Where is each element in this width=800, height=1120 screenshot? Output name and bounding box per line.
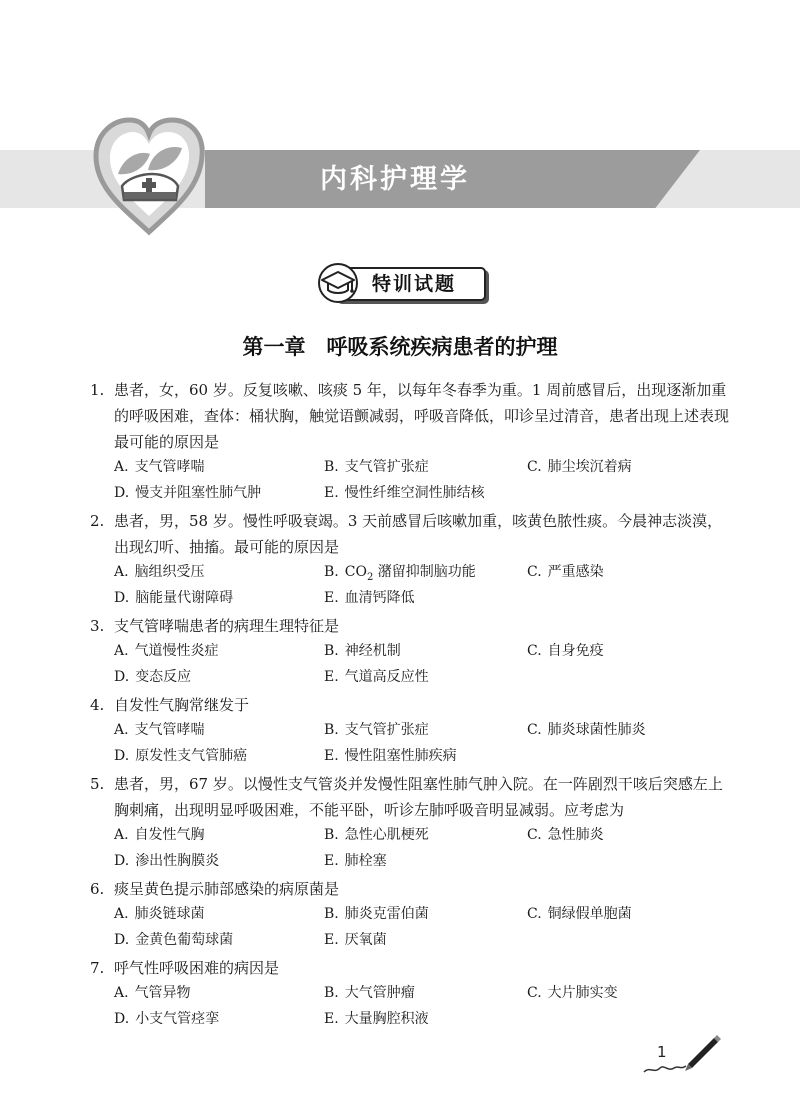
question-number: 5.	[90, 775, 105, 793]
option-row	[90, 481, 730, 507]
question-text: 支气管哮喘患者的病理生理特征是	[114, 617, 340, 635]
option-letter: A.	[114, 906, 129, 922]
question-stem	[90, 613, 730, 639]
option-letter: C.	[527, 459, 542, 475]
option-text: 金黄色葡萄球菌	[135, 931, 234, 948]
option-text: 急性肺炎	[547, 827, 604, 843]
option-text: 肺炎球菌性肺炎	[547, 722, 646, 738]
option-letter: C.	[527, 906, 542, 922]
book-title: 内科护理学	[320, 164, 470, 195]
graduation-cap-icon	[316, 262, 364, 304]
option-letter: B.	[324, 564, 339, 580]
option-text: 铜绿假单胞菌	[547, 906, 632, 922]
option-row	[90, 455, 730, 481]
option-letter: E.	[324, 1010, 339, 1027]
question-list	[90, 377, 730, 1034]
option-text: 急性心肌梗死	[344, 827, 429, 843]
option-letter: E.	[324, 931, 339, 948]
option-letter: D.	[114, 1010, 130, 1027]
question-stem	[90, 692, 730, 718]
question-stem	[90, 377, 730, 455]
option-text: 变态反应	[135, 668, 192, 685]
option-letter: D.	[114, 668, 130, 685]
option-letter: C.	[527, 643, 542, 659]
question-number: 4.	[90, 696, 105, 714]
answer-option	[114, 639, 324, 665]
option-row	[90, 823, 730, 849]
option-text: 肺炎克雷伯菌	[344, 906, 429, 922]
answer-option	[114, 981, 324, 1007]
answer-option	[324, 481, 527, 507]
answer-option	[527, 823, 604, 849]
option-text: 血清钙降低	[344, 589, 415, 606]
answer-option	[324, 718, 527, 744]
answer-option	[324, 928, 527, 954]
question-number: 3.	[90, 617, 105, 635]
section-badge-label: 特训试题	[372, 273, 457, 295]
option-text: 肺栓塞	[344, 852, 387, 869]
answer-option	[527, 560, 604, 586]
option-text: 原发性支气管肺癌	[135, 747, 248, 764]
option-letter: D.	[114, 484, 130, 501]
answer-option	[324, 586, 527, 612]
option-text: 气道高反应性	[344, 668, 429, 685]
option-text: 肺炎链球菌	[134, 906, 205, 922]
option-text: 大量胸腔积液	[344, 1010, 429, 1027]
answer-option	[114, 902, 324, 928]
question-stem	[90, 955, 730, 981]
answer-option	[527, 718, 646, 744]
option-text: 厌氧菌	[344, 931, 387, 948]
option-letter: A.	[114, 564, 129, 580]
answer-option	[324, 823, 527, 849]
option-row	[90, 849, 730, 875]
option-letter: A.	[114, 827, 129, 843]
option-letter: A.	[114, 722, 129, 738]
option-text: 肺尘埃沉着病	[547, 459, 632, 475]
option-text: 大气管肿瘤	[344, 985, 415, 1001]
option-row	[90, 1007, 730, 1033]
answer-option	[527, 981, 618, 1007]
option-letter: C.	[527, 827, 542, 843]
option-letter: D.	[114, 589, 130, 606]
answer-option	[527, 639, 604, 665]
answer-option	[324, 560, 527, 586]
option-text: 脑能量代谢障碍	[135, 589, 234, 606]
question-item	[90, 876, 730, 953]
option-row	[90, 744, 730, 770]
question-stem	[90, 876, 730, 902]
answer-option	[114, 586, 324, 612]
option-text: 气管异物	[134, 985, 191, 1001]
option-row	[90, 560, 730, 586]
option-text: 慢性纤维空洞性肺结核	[344, 484, 485, 501]
option-letter: B.	[324, 827, 339, 843]
answer-option	[114, 823, 324, 849]
option-text: 支气管扩张症	[344, 722, 429, 738]
option-text: 支气管哮喘	[134, 722, 205, 738]
option-text: 严重感染	[547, 564, 604, 580]
option-text: 自发性气胸	[134, 827, 205, 843]
option-text: 慢性阻塞性肺疾病	[344, 747, 457, 764]
option-text: 慢支并阻塞性肺气肿	[135, 484, 262, 501]
option-letter: B.	[324, 985, 339, 1001]
question-text: 患者，男，67 岁。以慢性支气管炎并发慢性阻塞性肺气肿入院。在一阵剧烈干咳后突感左上胸刺痛，出现明显呼吸困难，不能平卧，听诊左肺呼吸音明显减弱。应考虑为	[114, 775, 723, 819]
question-number: 7.	[90, 959, 105, 977]
option-row	[90, 981, 730, 1007]
answer-option	[114, 481, 324, 507]
option-row	[90, 902, 730, 928]
question-text: 呼气性呼吸困难的病因是	[114, 959, 280, 977]
option-text: CO	[344, 564, 367, 580]
option-text-rest: 潴留抑制脑功能	[373, 564, 476, 580]
page-number: 1	[657, 1043, 667, 1061]
question-item	[90, 613, 730, 690]
option-letter: C.	[527, 985, 542, 1001]
answer-option	[324, 744, 527, 770]
section-badge	[316, 262, 486, 304]
question-stem	[90, 771, 730, 823]
option-letter: E.	[324, 747, 339, 764]
option-letter: B.	[324, 722, 339, 738]
question-number: 2.	[90, 512, 105, 530]
answer-option	[324, 981, 527, 1007]
option-text: 支气管哮喘	[134, 459, 205, 475]
answer-option	[324, 455, 527, 481]
answer-option	[324, 902, 527, 928]
option-letter: B.	[324, 459, 339, 475]
option-letter: A.	[114, 459, 129, 475]
option-row	[90, 928, 730, 954]
option-letter: A.	[114, 985, 129, 1001]
question-text: 自发性气胸常继发于	[114, 696, 250, 714]
option-text: 神经机制	[344, 643, 401, 659]
answer-option	[324, 1007, 527, 1033]
question-item	[90, 377, 730, 506]
answer-option	[114, 849, 324, 875]
option-letter: E.	[324, 589, 339, 606]
option-text: 脑组织受压	[134, 564, 205, 580]
answer-option	[114, 1007, 324, 1033]
question-number: 1.	[90, 381, 105, 399]
option-letter: D.	[114, 747, 130, 764]
option-text: 大片肺实变	[547, 985, 618, 1001]
question-text: 痰呈黄色提示肺部感染的病原菌是	[114, 880, 340, 898]
answer-option	[324, 665, 527, 691]
option-text: 气道慢性炎症	[134, 643, 219, 659]
option-letter: E.	[324, 852, 339, 869]
option-letter: B.	[324, 906, 339, 922]
answer-option	[114, 928, 324, 954]
question-item	[90, 692, 730, 769]
option-subscript: 2	[366, 571, 374, 583]
answer-option	[324, 639, 527, 665]
option-row	[90, 665, 730, 691]
option-row	[90, 639, 730, 665]
question-number: 6.	[90, 880, 105, 898]
option-letter: D.	[114, 931, 130, 948]
option-text: 渗出性胸膜炎	[135, 852, 220, 869]
chapter-title: 第一章 呼吸系统疾病患者的护理	[242, 334, 558, 359]
answer-option	[114, 718, 324, 744]
option-letter: B.	[324, 643, 339, 659]
answer-option	[114, 744, 324, 770]
answer-option	[114, 560, 324, 586]
option-row	[90, 718, 730, 744]
answer-option	[114, 455, 324, 481]
option-letter: A.	[114, 643, 129, 659]
question-text: 患者，女，60 岁。反复咳嗽、咳痰 5 年，以每年冬春季为重。1 周前感冒后，出现逐渐加重的呼吸困难，查体：桶状胸，触觉语颤减弱，呼吸音降低，叩诊呈过清音，患者出现上述表现最可能的原因是	[114, 381, 730, 451]
option-letter: D.	[114, 852, 130, 869]
answer-option	[527, 455, 632, 481]
answer-option	[114, 665, 324, 691]
option-letter: E.	[324, 484, 339, 501]
option-text: 小支气管痉挛	[135, 1010, 220, 1027]
option-letter: C.	[527, 564, 542, 580]
pen-icon	[640, 1032, 722, 1078]
option-text: 支气管扩张症	[344, 459, 429, 475]
answer-option	[527, 902, 632, 928]
question-item	[90, 955, 730, 1032]
option-letter: C.	[527, 722, 542, 738]
question-text: 患者，男，58 岁。慢性呼吸衰竭。3 天前感冒后咳嗽加重，咳黄色脓性痰。今晨神志淡漠，出现幻听、抽搐。最可能的原因是	[114, 512, 723, 556]
option-text: 自身免疫	[547, 643, 604, 659]
question-item	[90, 771, 730, 874]
option-letter: E.	[324, 668, 339, 685]
answer-option	[324, 849, 527, 875]
option-row	[90, 586, 730, 612]
question-item	[90, 508, 730, 611]
question-stem	[90, 508, 730, 560]
nurse-heart-logo-icon	[88, 112, 210, 236]
